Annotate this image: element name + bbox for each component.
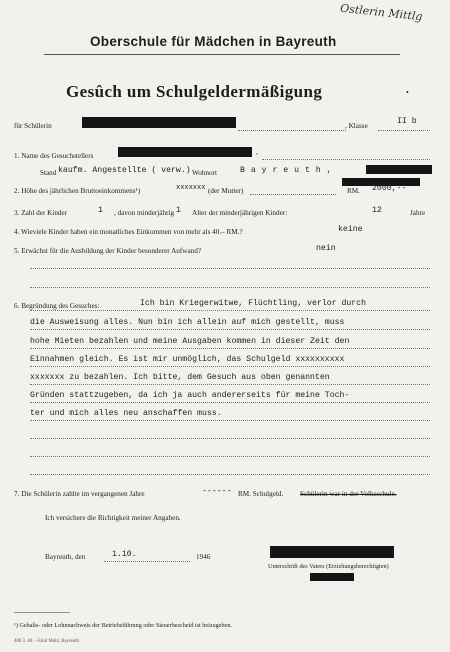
income-crossed: xxxxxxx	[176, 184, 206, 192]
reason-rule-9	[30, 456, 430, 457]
signature-caption: Unterschrift des Vaters (Erziehungsberechtigten)	[268, 563, 389, 570]
reason-rule-3	[30, 348, 430, 349]
field-7-rest: RM. Schulgeld.	[238, 490, 284, 498]
residence-label: Wohnort	[192, 169, 217, 177]
class-label: , Klasse	[345, 122, 368, 130]
reason-rule-4	[30, 366, 430, 367]
minors-count: 1	[176, 206, 181, 215]
footnote-rule	[14, 612, 70, 613]
reason-line-7: ter und mich alles neu anschaffen muss.	[30, 409, 222, 418]
reason-rule-5	[30, 384, 430, 385]
field-4-label: 4. Wieviele Kinder haben ein monatliches Einkommen von mehr als 40.– RM.?	[14, 228, 243, 236]
redacted-signature	[270, 546, 394, 558]
school-name: Oberschule für Mädchen in Bayreuth	[90, 34, 337, 49]
field-5-value: nein	[316, 244, 336, 253]
class-line	[378, 130, 430, 131]
stand-value: kaufm. Angestellte ( verw.)	[58, 166, 191, 175]
reason-line-1: Ich bin Kriegerwitwe, Flüchtling, verlor durch	[140, 299, 367, 308]
residence-value: B a y r e u t h ,	[240, 166, 333, 175]
ages-label: Alter der minderjährigen Kinder:	[192, 209, 288, 217]
handwritten-note: Ostlerin Mittlg	[339, 1, 424, 24]
redacted-signature-2	[310, 573, 354, 581]
student-label: für Schülerin	[14, 122, 52, 130]
reason-line-4: Einnahmen gleich. Es ist mir unmöglich, das Schulgeld xxxxxxxxxx	[30, 355, 345, 364]
date-value: 1.10.	[112, 550, 137, 559]
income-amount: 2000,--	[372, 184, 407, 193]
reason-line-6: Gründen stattzugeben, da ich ja auch andererseits für meine Toch-	[30, 391, 350, 400]
reason-rule-6	[30, 402, 430, 403]
field-7-struck: Schülerin war in der Volksschule.	[300, 490, 397, 498]
income-line	[250, 194, 336, 195]
field-7-value: ------	[202, 487, 232, 496]
reason-rule-1	[30, 310, 430, 311]
redacted-student-name	[82, 117, 236, 128]
comma-mark: ,	[256, 148, 258, 156]
field-3-label: 3. Zahl der Kinder	[14, 209, 68, 217]
income-person: (der Mutter)	[208, 187, 244, 195]
redacted-applicant-name	[118, 147, 252, 157]
form-title: Gesûch um Schulgeldermäßigung	[66, 82, 323, 101]
reason-line-5: xxxxxxx zu bezahlen. Ich bitte, dem Gesuch aus oben genannten	[30, 373, 330, 382]
reason-rule-10	[30, 474, 430, 475]
printer-mark: 486 3. 40. – Emil Mühl, Bayreuth	[14, 639, 79, 644]
reason-rule-8	[30, 438, 430, 439]
field-1-label: 1. Name des Gesuchstellers	[14, 152, 94, 160]
stand-label: Stand	[40, 169, 57, 177]
years-label: Jahre	[410, 209, 426, 217]
redacted-address-1	[366, 165, 432, 174]
mark-dot: •	[406, 88, 409, 97]
field-5-label: 5. Erwächst für die Ausbildung der Kinder besonderer Aufwand?	[14, 247, 202, 255]
student-name-line	[238, 130, 346, 131]
reason-rule-7	[30, 420, 430, 421]
reason-rule-2	[30, 329, 430, 330]
class-value: II b	[397, 117, 417, 126]
field-5-line-2	[30, 287, 430, 288]
field-2-label: 2. Höhe des jährlichen Bruttoeinkommens¹)	[14, 187, 141, 195]
header-rule	[44, 54, 400, 55]
children-count: 1	[98, 206, 103, 215]
place-label: Bayreuth, den	[45, 553, 86, 561]
date-line	[104, 561, 190, 562]
amount-label: RM.	[347, 187, 360, 195]
minors-label: , davon minderjährig	[114, 209, 175, 217]
field-6-label: 6. Begründung des Gesuches:	[14, 302, 100, 310]
reason-line-3: hohe Mieten bezahlen und meine Ausgaben kommen in dieser Zeit den	[30, 337, 350, 346]
year-value: 1946	[196, 553, 211, 561]
ages-value: 12	[372, 206, 382, 215]
assurance-text: Ich versichere die Richtigkeit meiner Angaben.	[45, 514, 181, 522]
footnote: ¹) Gehalts- oder Lohnnachweis der Betriebsführung oder Steuerbescheid ist beizugeben.	[14, 622, 233, 629]
name-line	[262, 159, 430, 160]
field-7-label: 7. Die Schülerin zahlte im vergangenen Jahre	[14, 490, 145, 498]
field-5-line-1	[30, 268, 430, 269]
field-4-value: keine	[338, 225, 363, 234]
reason-line-2: die Ausweisung alles. Nun bin ich allein auf mich gestellt, muss	[30, 318, 345, 327]
